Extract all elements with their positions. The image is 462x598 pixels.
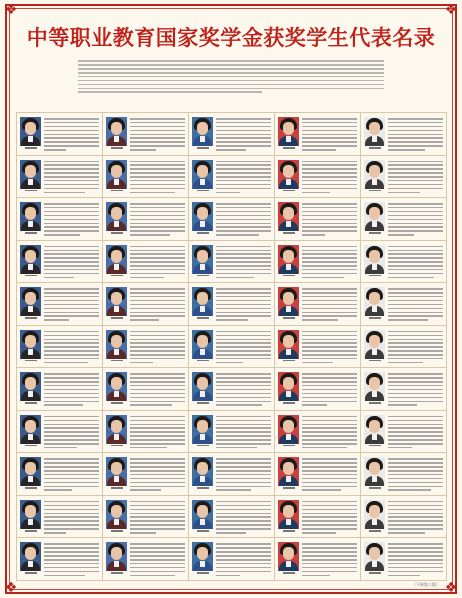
student-profile-card: [17, 326, 103, 369]
student-name: [363, 572, 387, 574]
student-profile-card: [361, 113, 447, 156]
student-profile-card: [103, 326, 189, 369]
student-bio-text: [130, 331, 185, 365]
person-portrait-icon: [20, 457, 41, 486]
student-profile-card: [189, 156, 275, 199]
student-name: [277, 275, 301, 277]
student-name: [191, 190, 215, 192]
student-bio-text: [388, 203, 443, 237]
student-profile-card: [103, 368, 189, 411]
student-profile-card: [189, 368, 275, 411]
person-portrait-icon: [192, 500, 213, 529]
student-bio-text: [44, 416, 99, 450]
student-profile-card: [361, 283, 447, 326]
student-profile-card: [17, 241, 103, 284]
student-profile-card: [275, 368, 361, 411]
student-profile-card: [17, 368, 103, 411]
student-profile-card: [17, 453, 103, 496]
student-name: [191, 275, 215, 277]
student-bio-text: [216, 373, 271, 407]
person-portrait-icon: [364, 372, 385, 401]
student-profile-card: [189, 241, 275, 284]
student-name: [105, 232, 129, 234]
student-profile-card: [103, 453, 189, 496]
student-profile-card: [103, 241, 189, 284]
student-bio-text: [130, 501, 185, 535]
student-profile-card: [275, 283, 361, 326]
student-bio-text: [388, 373, 443, 407]
student-bio-text: [302, 373, 357, 407]
student-bio-text: [216, 416, 271, 450]
student-profile-card: [189, 538, 275, 581]
student-name: [277, 232, 301, 234]
person-portrait-icon: [192, 542, 213, 571]
student-name: [363, 445, 387, 447]
student-profile-card: [189, 411, 275, 454]
student-bio-text: [130, 458, 185, 492]
person-portrait-icon: [364, 202, 385, 231]
student-profile-card: [275, 198, 361, 241]
student-bio-text: [302, 203, 357, 237]
student-name: [105, 275, 129, 277]
student-name: [191, 530, 215, 532]
student-name: [363, 487, 387, 489]
student-grid: [16, 112, 447, 581]
student-profile-card: [275, 538, 361, 581]
student-name: [19, 317, 43, 319]
student-profile-card: [17, 496, 103, 539]
student-name: [191, 487, 215, 489]
person-portrait-icon: [20, 415, 41, 444]
student-name: [19, 445, 43, 447]
student-bio-text: [302, 118, 357, 152]
student-profile-card: [103, 411, 189, 454]
student-name: [277, 190, 301, 192]
student-profile-card: [103, 538, 189, 581]
student-bio-text: [130, 288, 185, 322]
student-bio-text: [130, 543, 185, 577]
student-name: [19, 232, 43, 234]
student-name: [277, 402, 301, 404]
student-name: [277, 147, 301, 149]
person-portrait-icon: [278, 202, 299, 231]
person-portrait-icon: [364, 287, 385, 316]
student-profile-card: [361, 326, 447, 369]
person-portrait-icon: [192, 202, 213, 231]
student-bio-text: [388, 246, 443, 280]
person-portrait-icon: [192, 372, 213, 401]
student-name: [191, 445, 215, 447]
student-bio-text: [302, 458, 357, 492]
student-name: [363, 275, 387, 277]
student-bio-text: [130, 246, 185, 280]
student-profile-card: [189, 326, 275, 369]
person-portrait-icon: [106, 330, 127, 359]
student-name: [191, 360, 215, 362]
student-profile-card: [103, 113, 189, 156]
student-profile-card: [275, 113, 361, 156]
person-portrait-icon: [106, 160, 127, 189]
student-profile-card: [103, 496, 189, 539]
student-profile-card: [17, 411, 103, 454]
student-bio-text: [44, 246, 99, 280]
person-portrait-icon: [278, 500, 299, 529]
person-portrait-icon: [278, 160, 299, 189]
student-name: [277, 572, 301, 574]
student-profile-card: [275, 453, 361, 496]
student-name: [363, 530, 387, 532]
person-portrait-icon: [192, 160, 213, 189]
student-name: [363, 360, 387, 362]
student-profile-card: [361, 538, 447, 581]
student-bio-text: [216, 203, 271, 237]
student-bio-text: [388, 458, 443, 492]
student-bio-text: [44, 373, 99, 407]
student-name: [19, 275, 43, 277]
student-name: [363, 190, 387, 192]
person-portrait-icon: [20, 372, 41, 401]
student-bio-text: [130, 118, 185, 152]
person-portrait-icon: [364, 117, 385, 146]
intro-paragraph: [78, 58, 384, 104]
student-bio-text: [216, 543, 271, 577]
person-portrait-icon: [278, 542, 299, 571]
page-title: 中等职业教育国家奖学金获奖学生代表名录: [26, 26, 436, 50]
student-name: [105, 360, 129, 362]
student-bio-text: [216, 246, 271, 280]
student-profile-card: [189, 113, 275, 156]
student-bio-text: [302, 288, 357, 322]
student-name: [277, 445, 301, 447]
person-portrait-icon: [106, 372, 127, 401]
person-portrait-icon: [106, 245, 127, 274]
student-bio-text: [44, 501, 99, 535]
student-bio-text: [44, 203, 99, 237]
student-name: [363, 147, 387, 149]
student-bio-text: [302, 543, 357, 577]
student-profile-card: [17, 156, 103, 199]
person-portrait-icon: [20, 160, 41, 189]
student-name: [105, 445, 129, 447]
person-portrait-icon: [20, 330, 41, 359]
person-portrait-icon: [20, 287, 41, 316]
student-name: [277, 487, 301, 489]
person-portrait-icon: [278, 457, 299, 486]
student-profile-card: [17, 538, 103, 581]
student-profile-card: [189, 198, 275, 241]
student-name: [191, 147, 215, 149]
student-profile-card: [189, 453, 275, 496]
person-portrait-icon: [20, 202, 41, 231]
student-name: [105, 572, 129, 574]
student-profile-card: [275, 496, 361, 539]
student-bio-text: [216, 161, 271, 195]
person-portrait-icon: [20, 117, 41, 146]
student-bio-text: [216, 458, 271, 492]
student-name: [191, 317, 215, 319]
student-profile-card: [17, 198, 103, 241]
student-bio-text: [388, 288, 443, 322]
student-bio-text: [216, 288, 271, 322]
student-bio-text: [44, 118, 99, 152]
person-portrait-icon: [106, 500, 127, 529]
student-bio-text: [302, 416, 357, 450]
corner-ornament-icon: ❖: [444, 2, 458, 18]
student-bio-text: [216, 501, 271, 535]
student-bio-text: [216, 118, 271, 152]
student-name: [191, 232, 215, 234]
person-portrait-icon: [364, 330, 385, 359]
student-bio-text: [388, 543, 443, 577]
student-profile-card: [361, 156, 447, 199]
person-portrait-icon: [278, 415, 299, 444]
student-bio-text: [302, 161, 357, 195]
person-portrait-icon: [106, 542, 127, 571]
student-name: [105, 190, 129, 192]
student-name: [105, 147, 129, 149]
student-bio-text: [388, 416, 443, 450]
person-portrait-icon: [364, 245, 385, 274]
student-name: [19, 530, 43, 532]
student-bio-text: [130, 416, 185, 450]
person-portrait-icon: [20, 542, 41, 571]
student-profile-card: [189, 283, 275, 326]
student-profile-card: [17, 113, 103, 156]
student-bio-text: [130, 203, 185, 237]
student-bio-text: [44, 161, 99, 195]
person-portrait-icon: [20, 245, 41, 274]
student-bio-text: [130, 161, 185, 195]
person-portrait-icon: [278, 117, 299, 146]
student-bio-text: [44, 288, 99, 322]
student-bio-text: [388, 161, 443, 195]
student-profile-card: [103, 198, 189, 241]
student-name: [19, 147, 43, 149]
student-name: [277, 360, 301, 362]
person-portrait-icon: [278, 372, 299, 401]
student-name: [19, 402, 43, 404]
student-name: [105, 487, 129, 489]
continued-note: （下转第六版）: [412, 582, 440, 587]
student-profile-card: [189, 496, 275, 539]
student-profile-card: [361, 453, 447, 496]
person-portrait-icon: [192, 415, 213, 444]
student-profile-card: [103, 156, 189, 199]
student-name: [363, 317, 387, 319]
person-portrait-icon: [364, 457, 385, 486]
student-name: [105, 317, 129, 319]
student-name: [363, 402, 387, 404]
student-bio-text: [388, 501, 443, 535]
student-profile-card: [275, 156, 361, 199]
person-portrait-icon: [192, 457, 213, 486]
student-name: [363, 232, 387, 234]
person-portrait-icon: [192, 330, 213, 359]
student-name: [19, 487, 43, 489]
person-portrait-icon: [364, 542, 385, 571]
student-name: [277, 530, 301, 532]
corner-ornament-icon: ❖: [4, 580, 18, 596]
corner-ornament-icon: ❖: [4, 2, 18, 18]
person-portrait-icon: [106, 202, 127, 231]
person-portrait-icon: [192, 287, 213, 316]
student-name: [191, 572, 215, 574]
person-portrait-icon: [106, 457, 127, 486]
student-bio-text: [44, 458, 99, 492]
person-portrait-icon: [278, 245, 299, 274]
student-name: [191, 402, 215, 404]
student-profile-card: [275, 411, 361, 454]
student-profile-card: [361, 241, 447, 284]
corner-ornament-icon: ❖: [444, 580, 458, 596]
student-name: [19, 190, 43, 192]
student-profile-card: [275, 241, 361, 284]
student-profile-card: [361, 198, 447, 241]
student-bio-text: [388, 118, 443, 152]
person-portrait-icon: [364, 500, 385, 529]
person-portrait-icon: [364, 415, 385, 444]
student-name: [105, 402, 129, 404]
student-name: [19, 572, 43, 574]
student-bio-text: [388, 331, 443, 365]
student-profile-card: [361, 496, 447, 539]
student-bio-text: [302, 246, 357, 280]
person-portrait-icon: [106, 287, 127, 316]
person-portrait-icon: [106, 415, 127, 444]
student-bio-text: [302, 331, 357, 365]
person-portrait-icon: [278, 330, 299, 359]
student-bio-text: [44, 543, 99, 577]
student-name: [277, 317, 301, 319]
person-portrait-icon: [20, 500, 41, 529]
student-bio-text: [44, 331, 99, 365]
student-bio-text: [216, 331, 271, 365]
student-name: [19, 360, 43, 362]
student-name: [105, 530, 129, 532]
student-profile-card: [17, 283, 103, 326]
person-portrait-icon: [364, 160, 385, 189]
student-profile-card: [275, 326, 361, 369]
student-profile-card: [361, 411, 447, 454]
person-portrait-icon: [106, 117, 127, 146]
person-portrait-icon: [192, 117, 213, 146]
student-bio-text: [130, 373, 185, 407]
student-bio-text: [302, 501, 357, 535]
student-profile-card: [361, 368, 447, 411]
person-portrait-icon: [192, 245, 213, 274]
student-profile-card: [103, 283, 189, 326]
person-portrait-icon: [278, 287, 299, 316]
